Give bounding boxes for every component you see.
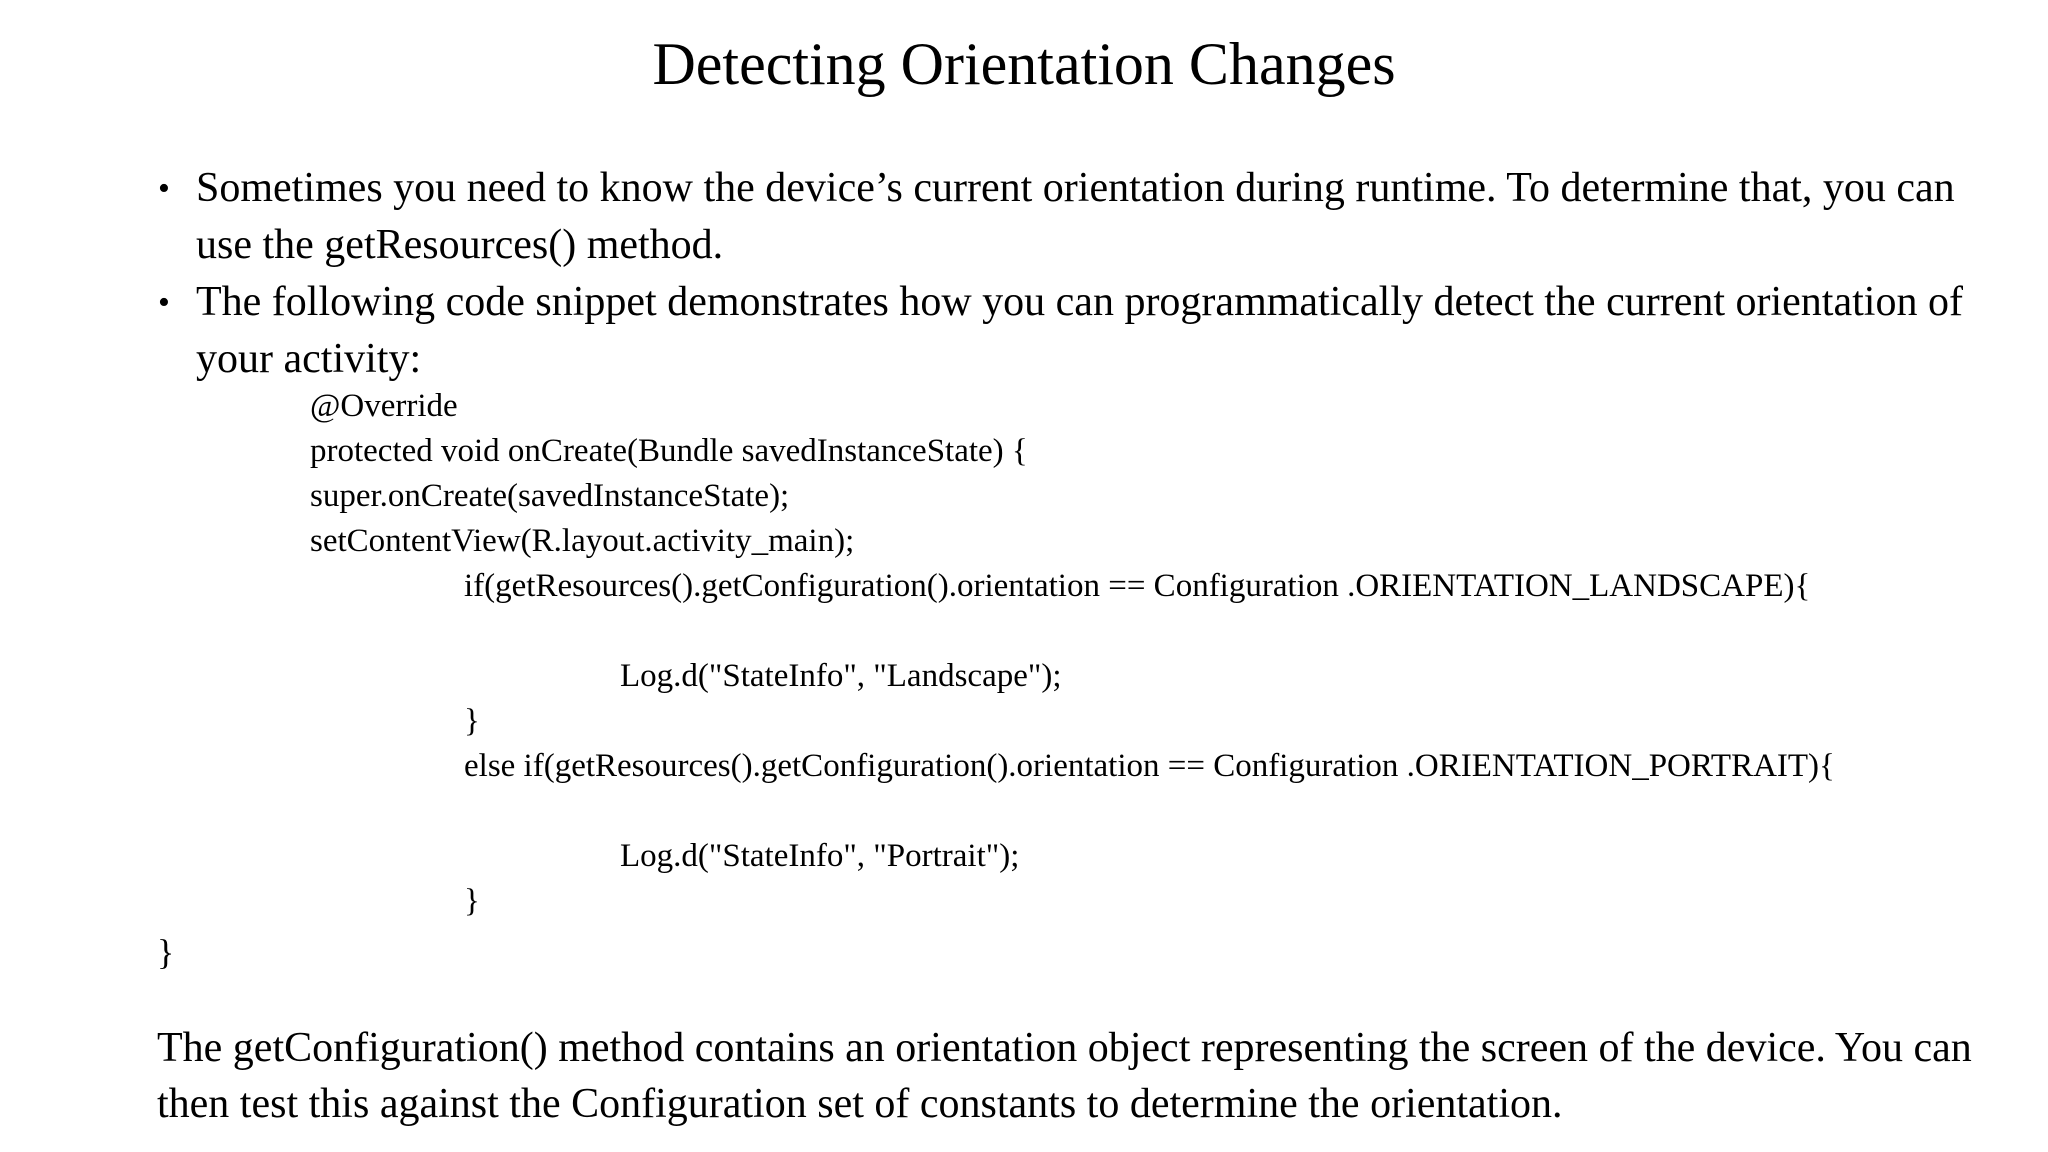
code-line: } [464,703,480,739]
bullet-dot-icon: • [158,170,170,207]
code-line: protected void onCreate(Bundle savedInstanceState) { [310,433,1028,469]
bullet-text: The following code snippet demonstrates how you can programmatically detect the current orientation of your activity: [196,279,1963,382]
code-line: @Override [310,388,458,424]
code-line: if(getResources().getConfiguration().orientation == Configuration .ORIENTATION_LANDSCAPE){ [464,568,1811,604]
bullet-dot-icon: • [158,284,170,321]
code-line: Log.d("StateInfo", "Portrait"); [620,838,1020,874]
code-line: } [464,883,480,919]
code-line: Log.d("StateInfo", "Landscape"); [620,658,1062,694]
bullet-text: Sometimes you need to know the device’s current orientation during runtime. To determine that, you can use the getResources() method. [196,165,1955,268]
code-line: super.onCreate(savedInstanceState); [310,478,790,514]
code-line: else if(getResources().getConfiguration().orientation == Configuration .ORIENTATION_PORTRAIT){ [464,748,1835,784]
code-line: setContentView(R.layout.activity_main); [310,523,855,559]
code-line: } [157,932,175,972]
slide-title: Detecting Orientation Changes [652,31,1396,97]
explanation-paragraph: The getConfiguration() method contains an orientation object representing the screen of the device. You can then test this against the Configuration set of constants to determine the orientation. [157,1025,1972,1127]
